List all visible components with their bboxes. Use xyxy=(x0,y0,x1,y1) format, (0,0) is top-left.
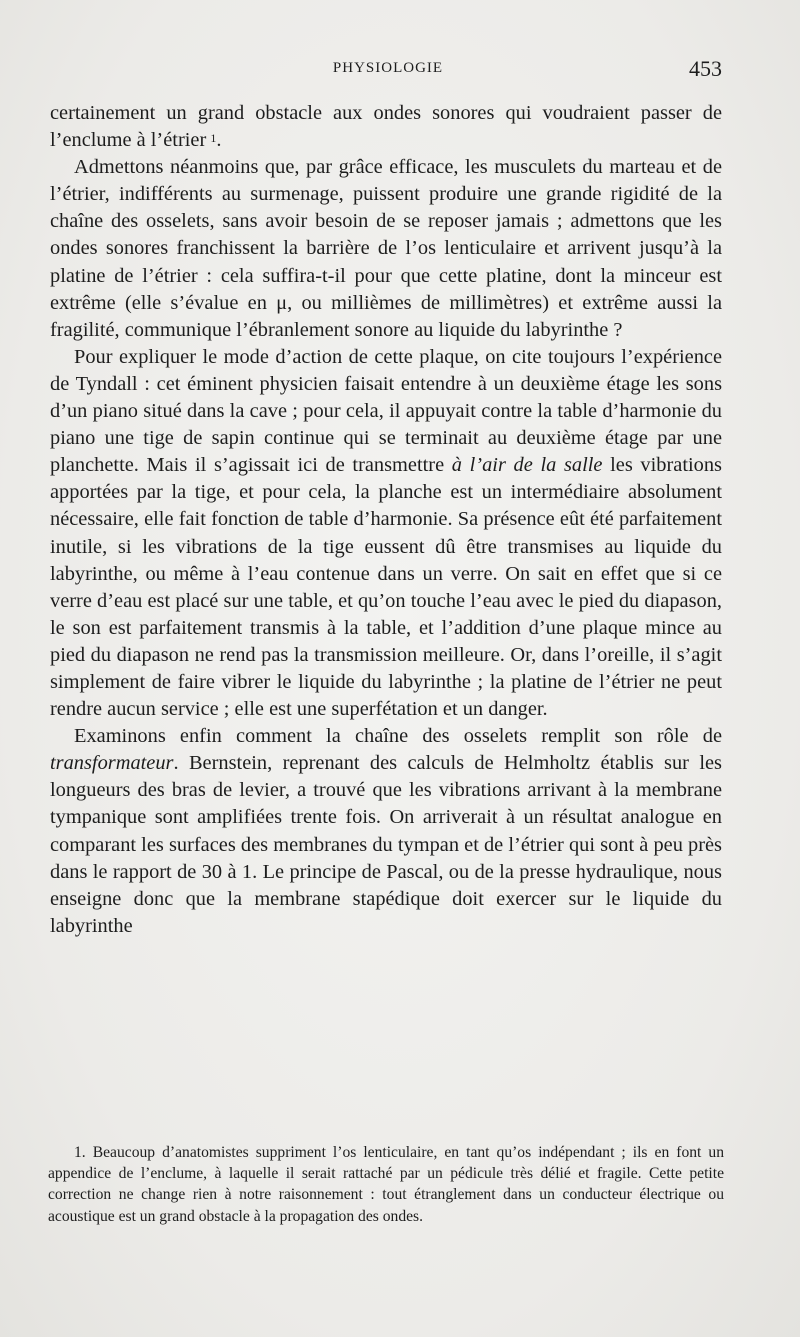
paragraph-3-text-a: Pour expliquer le mode d’action de cette plaque, on cite toujours l’expérience de Tyndall : cet éminent physicien faisait entendre à un deuxième étage les sons d’un piano situé dans la cave ; pour cela, il appuyait contre la table d’harmonie du piano une tige de sapin continue qui se terminait au deuxième étage par une planchette. Mais il s’agissait ici de transmettre xyxy=(50,345,722,477)
footnote-marker: 1. xyxy=(74,1144,86,1161)
footnote xyxy=(48,1142,724,1227)
paragraph-4 xyxy=(50,723,722,940)
footnote-reference: 1 xyxy=(210,131,217,146)
page-number: 453 xyxy=(689,56,722,81)
paragraph-1 xyxy=(50,100,722,154)
paragraph-4-text-b: . Bernstein, reprenant des calculs de Helmholtz établis sur les longueurs des bras de levier, a trouvé que les vibrations arrivant à la membrane tympanique sont amplifiées trente fois. On arriverait à un résultat analogue en comparant les surfaces des membranes du tympan et de l’étrier qui sont à peu près dans le rapport de 30 à 1. Le principe de Pascal, ou de la presse hydraulique, nous enseigne donc que la membrane stapédique doit exercer sur le liquide du labyrinthe xyxy=(50,752,722,937)
paragraph-4-text-a: Examinons enfin comment la chaîne des osselets remplit son rôle de xyxy=(74,725,722,748)
running-head: PHYSIOLOGIE xyxy=(332,60,444,76)
footnote-paragraph xyxy=(48,1142,724,1227)
paragraph-3-text-b: les vibrations apportées par la tige, et pour cela, la planche est un intermédiaire absolument nécessaire, elle fait fonction de table d’harmonie. Sa présence eût été parfaitement inutile, si les vibrations de la tige eussent dû être transmises au liquide du labyrinthe, ou même à l’eau contenue dans un verre. On sait en effet que si ce verre d’eau est placé sur une table, et qu’on touche l’eau avec le pied du diapason, le son est parfaitement transmis à la table, et l’addition d’une plaque mince au pied du diapason ne rend pas la transmission meilleure. Or, dans l’oreille, il s’agit simplement de faire vibrer le liquide du labyrinthe ; la platine de l’étrier ne peut rendre aucun service ; elle est une superfétation et un danger. xyxy=(50,454,722,721)
paragraph-3 xyxy=(50,344,722,723)
paragraph-1-text: certainement un grand obstacle aux ondes sonores qui voudraient passer de l’enclume à l’étrier xyxy=(50,102,722,152)
body-text xyxy=(50,100,722,940)
page-header xyxy=(48,56,728,86)
paragraph-1-end: . xyxy=(216,129,222,152)
paragraph-4-italic: transformateur xyxy=(50,752,174,775)
paragraph-3-italic: à l’air de la salle xyxy=(451,454,603,477)
paragraph-2: Admettons néanmoins que, par grâce efficace, les musculets du marteau et de l’étrier, indifférents au surmenage, puissent produire une grande rigidité de la chaîne des osselets, sans avoir besoin de se reposer jamais ; admettons que les ondes sonores franchissent la barrière de l’os lenticulaire et arrivent jusqu’à la platine de l’étrier : cela suffira-t-il pour que cette platine, dont la minceur est extrême (elle s’évalue en μ, ou millièmes de millimètres) et extrême aussi la fragilité, communique l’ébranlement sonore au liquide du labyrinthe ? xyxy=(50,156,722,341)
footnote-text: Beaucoup d’anatomistes suppriment l’os lenticulaire, en tant qu’os indépendant ; ils en font un appendice de l’enclume, à laquelle il serait rattaché par un pédicule très délié et fragile. Cette petite correction ne change rien à notre raisonnement : tout étranglement dans un conducteur électrique ou acoustique est un grand obstacle à la propagation des ondes. xyxy=(48,1144,724,1225)
